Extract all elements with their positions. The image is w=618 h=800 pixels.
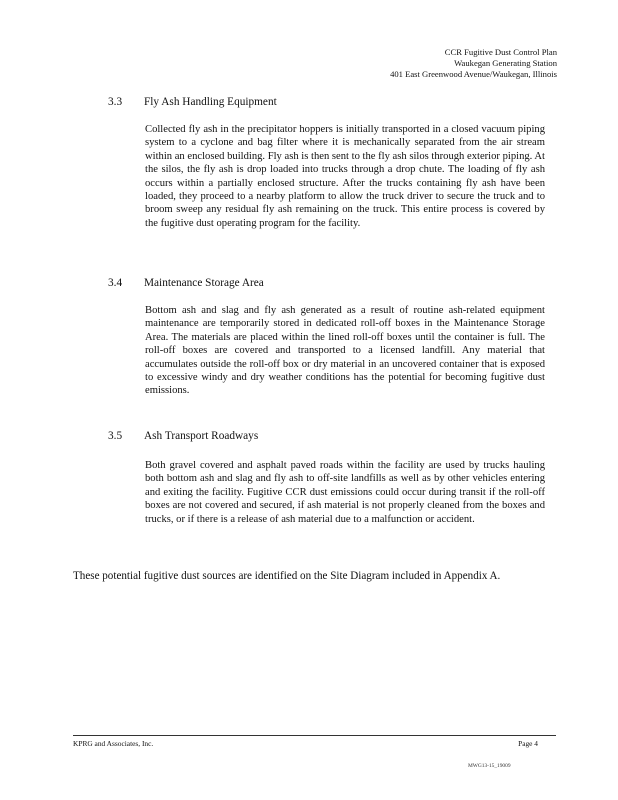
section-number: 3.4 [108, 277, 123, 289]
section-title: Ash Transport Roadways [144, 430, 259, 442]
header-station-name: Waukegan Generating Station [454, 58, 557, 68]
section-number: 3.5 [108, 430, 123, 442]
section-body-3-3: Collected fly ash in the precipitator hoppers is initially transported in a closed vacuum piping system to a cyclone and bag filter where it is mechanically separated from the air stream within an enclosed building. Fly ash is then sent to the fly ash silos through exterior piping. At the silos, the fly ash is drop loaded into trucks through a drop chute. The loading of fly ash occurs within a partially enclosed structure. After the trucks containing fly ash have been loaded, they proceed to a nearby platform to allow the truck driver to secure the truck and to broom sweep any residual fly ash remaining on the truck. This entire process is covered by the fugitive dust operating program for the facility. [145, 124, 545, 229]
header-address: 401 East Greenwood Avenue/Waukegan, Illinois [390, 69, 557, 79]
header-plan-title: CCR Fugitive Dust Control Plan [444, 47, 557, 57]
section-heading-3-5 [108, 429, 258, 443]
section-heading-3-3 [108, 95, 277, 109]
section-body-3-5: Both gravel covered and asphalt paved roads within the facility are used by trucks hauling both bottom ash and slag and fly ash to off-site landfills as well as by other vehicles entering and exiting the facility. Fugitive CCR dust emissions could occur during transit if the roll-off boxes are not covered and secured, if ash material is not properly cleaned from the boxes and trucks, or if there is a release of ash material due to a malfunction or accident. [145, 460, 545, 525]
closing-statement: These potential fugitive dust sources are identified on the Site Diagram included in Appendix A. [73, 570, 501, 582]
section-number: 3.3 [108, 96, 123, 108]
section-title: Maintenance Storage Area [144, 277, 264, 289]
footer-company: KPRG and Associates, Inc. [73, 739, 154, 748]
section-body-3-4: Bottom ash and slag and fly ash generated as a result of routine ash-related equipment maintenance are temporarily stored in dedicated roll-off boxes in the Maintenance Storage Area. The materials are placed within the lined roll-off boxes until the container is full. The roll-off boxes are covered and transported to a licensed landfill. Any material that accumulates outside the roll-off box or dry material in an uncovered container that is exposed to excessive windy and dry weather conditions has the potential for becoming fugitive dust emissions. [145, 305, 545, 397]
document-header [390, 47, 557, 80]
section-heading-3-4 [108, 276, 264, 290]
section-title: Fly Ash Handling Equipment [144, 96, 277, 108]
footer-divider [73, 735, 556, 736]
document-code: MWG13-15_19009 [468, 763, 511, 769]
footer-page-number: Page 4 [518, 739, 538, 748]
